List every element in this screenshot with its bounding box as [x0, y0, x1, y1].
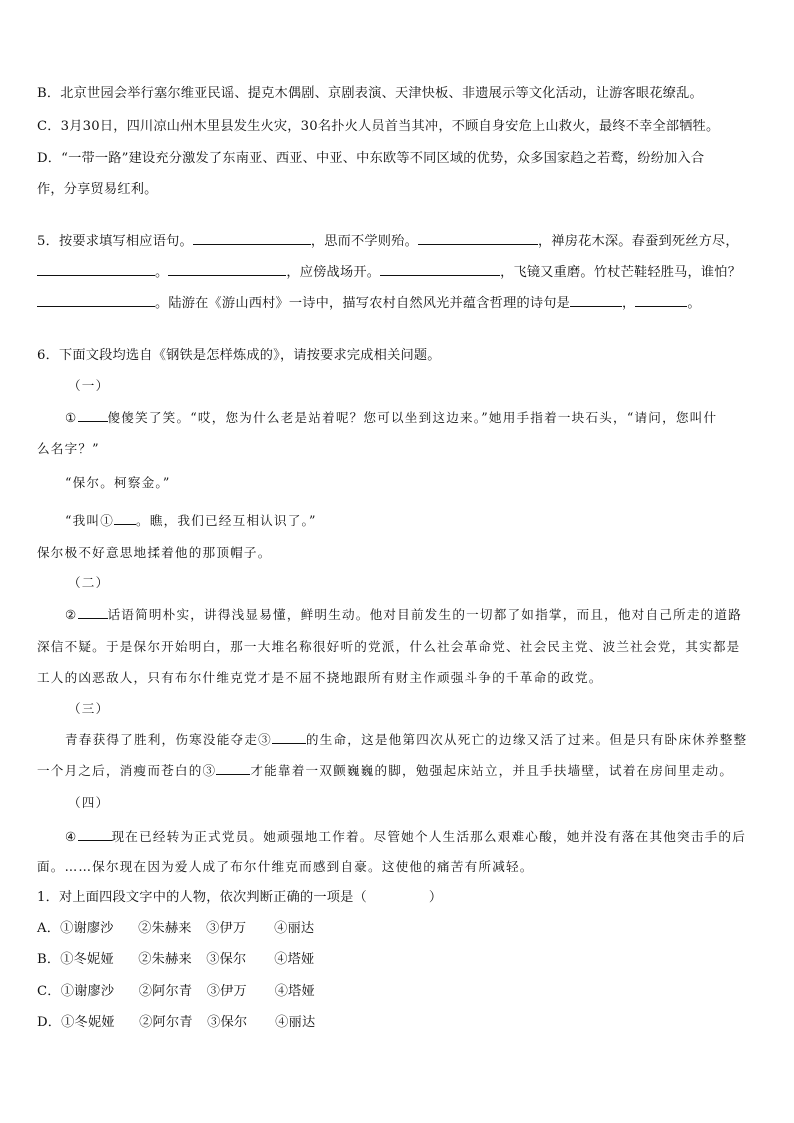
option-item: ②朱赫来: [138, 921, 192, 936]
passage-text: 一个月之后，消瘦而苍白的: [37, 763, 203, 778]
name-blank: [78, 409, 108, 422]
passage4-line2: 面。……保尔现在因为爱人成了布尔什维克而感到自豪。这使他的痛苦有所减轻。: [37, 859, 534, 874]
passage1-line1: [65, 407, 717, 426]
blank-8[interactable]: [635, 294, 687, 307]
passage-text: 。瞧，我们已经互相认识了。”: [136, 513, 317, 528]
option-item: ②阿尔青: [138, 984, 193, 999]
marker-4: ④: [65, 829, 78, 844]
option-letter: C．: [37, 984, 61, 999]
passage-text: 现在已经转为正式党员。她顽强地工作着。尽管她个人生活那么艰难心酸，她并没有落在其他突击手的后: [111, 829, 747, 844]
q6-option-a[interactable]: [37, 917, 314, 936]
q6-option-c[interactable]: [37, 980, 315, 999]
marker-3: ③: [258, 732, 272, 747]
blank-6[interactable]: [37, 294, 155, 307]
option-letter: B．: [37, 952, 61, 967]
passage-text: “我叫: [65, 513, 101, 528]
q4-option-d-line1: D．“一带一路”建设充分激发了东南亚、西亚、中亚、中东欧等不同区域的优势，众多国家趋之若鹜，纷纷加入合: [37, 151, 705, 166]
q6-option-b[interactable]: [37, 948, 314, 967]
q5-text: ，禅房花木深。春蚕到死丝方尽，: [537, 234, 739, 249]
q4-option-d-line2: 作，分享贸易红利。: [37, 182, 158, 197]
q5-line2: [37, 261, 741, 280]
passage1-line5: 保尔极不好意思地揉着他的那顶帽子。: [37, 545, 272, 560]
option-item: ①冬妮娅: [61, 1015, 115, 1030]
option-item: ④丽达: [274, 921, 315, 936]
passage3-line2: [37, 760, 733, 779]
q5-text: ，应傍战场开。: [286, 265, 381, 280]
q5-text: ，飞镜又重磨。竹杖芒鞋轻胜马，谁怕？: [500, 265, 742, 280]
q6-sub1: [37, 886, 442, 905]
option-item: ④塔娅: [274, 952, 315, 967]
blank-4[interactable]: [168, 263, 286, 276]
q5-text: ，思而不学则殆。: [310, 234, 418, 249]
option-letter: D．: [37, 1015, 62, 1030]
marker-1: ①: [65, 410, 78, 425]
passage4-line1: [65, 826, 746, 845]
section-heading-1: （一）: [68, 378, 110, 393]
option-item: ④丽达: [275, 1015, 316, 1030]
blank-7[interactable]: [570, 294, 622, 307]
option-item: ④塔娅: [274, 984, 315, 999]
option-item: ②朱赫来: [138, 952, 192, 967]
passage1-line3: “保尔。柯察金。”: [65, 475, 171, 490]
option-item: ③伊万: [206, 984, 247, 999]
option-item: ②阿尔青: [139, 1015, 193, 1030]
passage-text: 青春获得了胜利，伤寒没能夺走: [65, 732, 259, 747]
q4-option-b: B．北京世园会举行塞尔维亚民谣、提克木偶剧、京剧表演、天津快板、非遗展示等文化活动，让游客眼花缭乱。: [37, 86, 703, 101]
q5-line3: [37, 292, 701, 311]
option-item: ③保尔: [207, 1015, 248, 1030]
option-item: ①谢廖沙: [60, 921, 114, 936]
passage2-line3: 工人的凶恶敌人，只有布尔什维克党才是不屈不挠地跟所有财主作顽强斗争的千革命的政党。: [37, 670, 603, 685]
section-heading-3: （三）: [68, 701, 110, 716]
name-blank: [78, 828, 112, 841]
q5-text: ，: [622, 296, 636, 311]
option-item: ③保尔: [206, 952, 247, 967]
question-text: ）: [428, 890, 443, 905]
passage3-line1: [65, 729, 747, 748]
passage1-line2: 么名字？”: [37, 441, 100, 456]
option-letter: A．: [37, 921, 61, 936]
blank-2[interactable]: [418, 232, 538, 245]
option-item: ③伊万: [206, 921, 247, 936]
blank-3[interactable]: [37, 263, 155, 276]
section-heading-2: （二）: [68, 575, 110, 590]
name-blank: [272, 731, 306, 744]
passage-text: 的生命，这是他第四次从死亡的边缘又活了过来。但是只有卧床休养整整: [305, 732, 748, 747]
question-text: 1．对上面四段文字中的人物，依次判断正确的一项是（: [37, 890, 367, 905]
q5-text: 。: [687, 296, 701, 311]
section-heading-4: （四）: [68, 795, 110, 810]
name-blank: [78, 606, 108, 619]
name-blank: [216, 762, 250, 775]
blank-1[interactable]: [193, 232, 311, 245]
passage1-line4: [65, 510, 317, 529]
passage2-line2: 深信不疑。于是保尔开始明白，那一大堆名称很好听的党派，什么社会革命党、社会民主党、波兰社会党，其实都是: [37, 639, 741, 654]
marker-1: ①: [100, 513, 115, 528]
q5-prompt: 5．按要求填写相应语句。: [37, 234, 193, 249]
marker-2: ②: [65, 607, 78, 622]
blank-5[interactable]: [380, 263, 500, 276]
q5-text: 。陆游在《游山西村》一诗中，描写农村自然风光并蕴含哲理的诗句是: [155, 296, 571, 311]
passage-text: 话语简明朴实，讲得浅显易懂，鲜明生动。他对目前发生的一切都了如指掌，而且，他对自己所走的道路: [107, 607, 743, 622]
passage-text: 傻傻笑了笑。“哎，您为什么老是站着呢？您可以坐到这边来。”她用手指着一块石头，“请问，您叫什: [107, 410, 718, 425]
q4-option-c: C．3月30日，四川凉山州木里县发生火灾，30名扑火人员首当其冲，不顾自身安危上山救火，最终不幸全部牺牲。: [37, 119, 720, 134]
passage-text: 才能靠着一双颤巍巍的脚，勉强起床站立，并且手扶墙壁，试着在房间里走动。: [250, 763, 734, 778]
marker-3: ③: [202, 763, 217, 778]
name-blank: [114, 512, 136, 525]
passage2-line1: [65, 604, 742, 623]
q6-option-d[interactable]: [37, 1011, 315, 1030]
option-item: ①冬妮娅: [60, 952, 114, 967]
option-item: ①谢廖沙: [60, 984, 115, 999]
q5-line1: [37, 230, 739, 249]
q6-intro: 6．下面文段均选自《钢铁是怎样炼成的》，请按要求完成相关问题。: [37, 348, 441, 363]
q5-text: 。: [155, 265, 169, 280]
